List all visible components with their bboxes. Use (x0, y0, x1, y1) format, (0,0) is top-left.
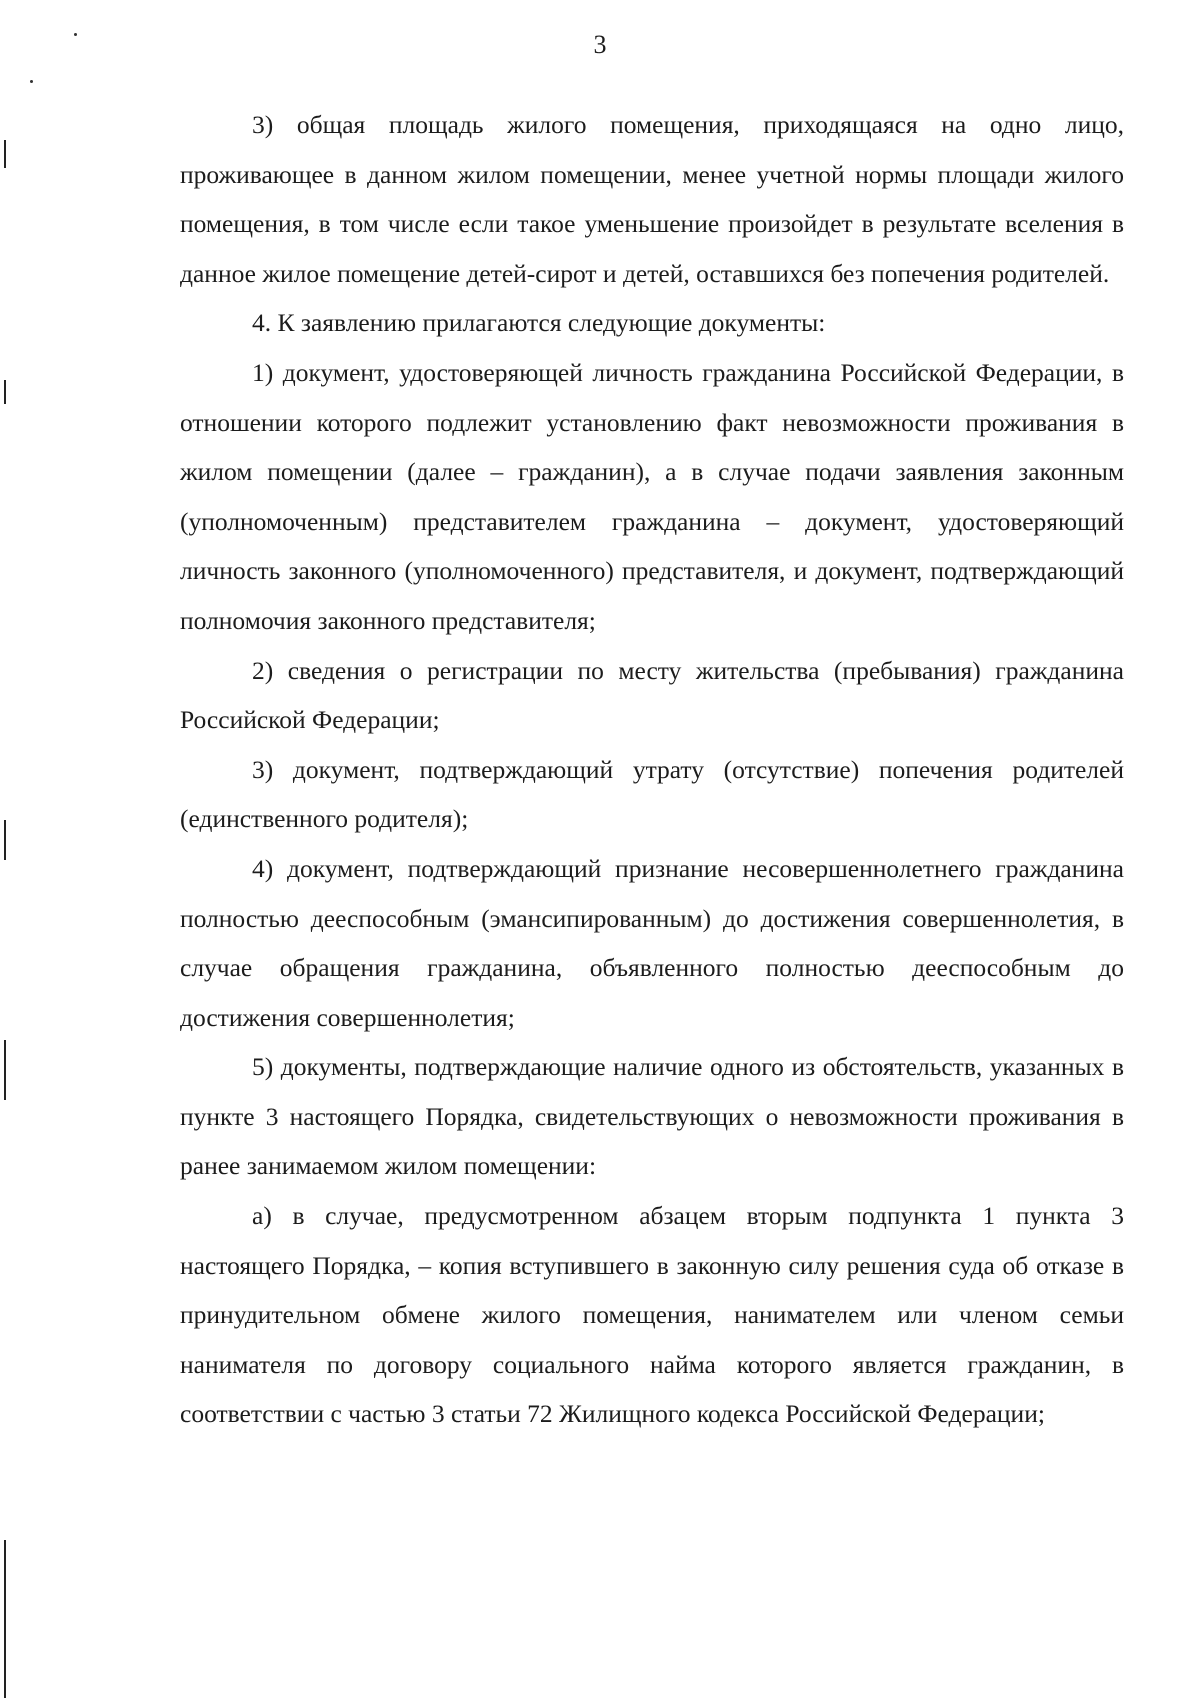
scan-speck (30, 80, 33, 83)
paragraph-loss-of-parental-care: 3) документ, подтверждающий утрату (отсутствие) попечения родителей (единственного родителя); (180, 754, 1124, 834)
paragraph-housing-area-criterion: 3) общая площадь жилого помещения, приходящаяся на одно лицо, проживающее в данном жилом помещении, менее учетной нормы площади жилого помещения, в том числе если такое уменьшение произойдет в результате вселения в данное жилое помещение детей-сирот и детей, оставшихся без попечения родителей. (180, 110, 1124, 288)
paragraph-registration-info: 2) сведения о регистрации по месту жительства (пребывания) гражданина Российской Федерации; (180, 655, 1124, 735)
scan-edge-mark (4, 820, 6, 860)
paragraph-court-decision-copy: а) в случае, предусмотренном абзацем вторым подпункта 1 пункта 3 настоящего Порядка, – копия вступившего в законную силу решения суда об отказе в принудительном обмене жилого помещения, нанимателем или членом семьи нанимателя по договору социального найма которого является гражданин, в соответствии с частью 3 статьи 72 Жилищного кодекса Российской Федерации; (180, 1201, 1124, 1429)
paragraph-emancipation-document: 4) документ, подтверждающий признание несовершеннолетнего гражданина полностью дееспособным (эмансипированным) до достижения совершеннолетия, в случае обращения гражданина, объявленного полностью дееспособным до достижения совершеннолетия; (180, 853, 1124, 1032)
page-number: 3 (593, 30, 607, 59)
paragraph-identity-document: 1) документ, удостоверяющей личность гражданина Российской Федерации, в отношении которого подлежит установлению факт невозможности проживания в жилом помещении (далее – гражданин), а в случае подачи заявления законным (уполномоченным) представителем гражданина – документ, удостоверяющий личность законного (уполномоченного) представителя, и документ, подтверждающий полномочия законного представителя; (180, 357, 1124, 635)
scan-edge-mark (4, 1540, 6, 1698)
paragraph-attached-documents-heading: 4. К заявлению прилагаются следующие документы: (252, 308, 826, 338)
scan-edge-mark (4, 380, 6, 404)
paragraph-circumstance-documents: 5) документы, подтверждающие наличие одного из обстоятельств, указанных в пункте 3 настоящего Порядка, свидетельствующих о невозможности проживания в ранее занимаемом жилом помещении: (180, 1052, 1124, 1181)
scan-edge-mark (4, 140, 6, 168)
scan-edge-mark (4, 1040, 6, 1100)
document-body (180, 100, 1124, 1439)
